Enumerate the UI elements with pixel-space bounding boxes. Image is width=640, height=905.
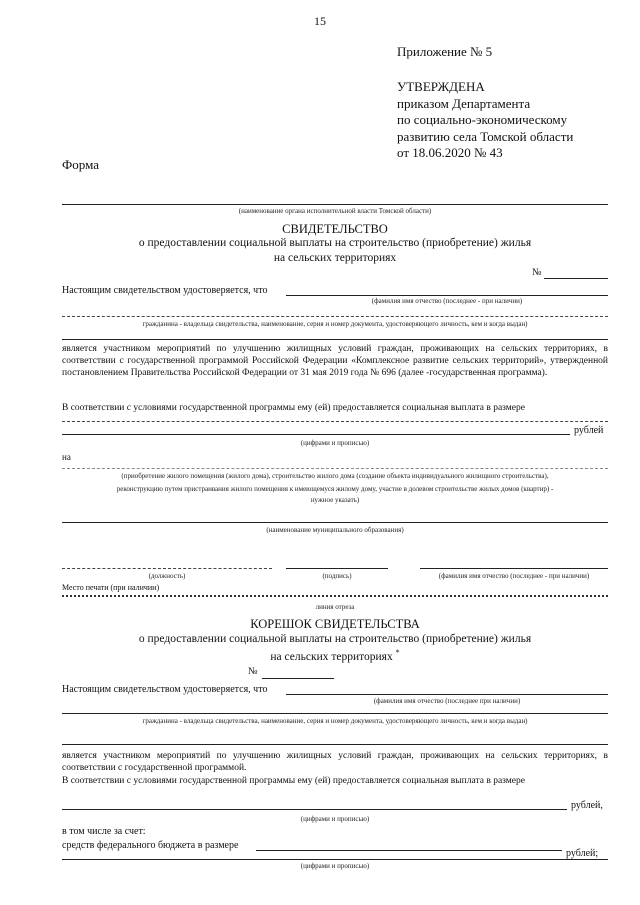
signature-field[interactable] [286,568,388,569]
stub-citizen-field-2[interactable] [62,744,608,745]
authority-caption: (наименование органа исполнительной власти Томской области) [238,207,432,215]
participant-paragraph: является участником мероприятий по улучшению жилищных условий граждан, проживающих на сельских территориях, в соответствии с государственной программой Российской Федерации «Комплексное развитие сельских территорий», утвержденной постановлением Правительства Российской Федерации от 31 мая 2019 года № 696 (далее -государственная программа). [62,344,608,378]
cut-line [62,595,608,597]
stub-certifies-text: Настоящим свидетельством удостоверяется, что [62,684,268,695]
certifies-text: Настоящим свидетельством удостоверяется, что [62,285,268,296]
federal-label: средств федерального бюджета в размере [62,840,239,851]
certificate-title: СВИДЕТЕЛЬСТВО [282,222,388,236]
rubles-label: рублей [574,425,604,436]
authority-line[interactable] [62,204,608,205]
number-label: № [532,267,542,278]
stamp-label: Место печати (при наличии) [62,583,160,592]
cut-line-label: линия отреза [315,603,355,611]
approved-line: по социально-экономическому [397,112,568,127]
stub-fio-caption: (фамилия имя отчество (последнее при наличии) [373,697,521,705]
citizen-caption: гражданина - владельца свидетельства, наименование, серия и номер документа, удостоверяющего личность, кем и когда выдан) [142,320,528,328]
figures-caption: (цифрами и прописью) [300,439,370,447]
approved-line: от 18.06.2020 № 43 [397,145,503,160]
stub-title: КОРЕШОК СВИДЕТЕЛЬСТВА [250,617,420,631]
stub-payment-field[interactable] [62,809,567,810]
position-field[interactable] [62,568,272,569]
stub-figures-caption-2: (цифрами и прописью) [300,862,370,870]
stub-rubles-label: рублей, [571,800,603,811]
signer-fio-caption: (фамилия имя отчество (последнее - при наличии) [438,572,590,580]
stub-figures-caption: (цифрами и прописью) [300,815,370,823]
purpose-caption: (приобретение жилого помещения (жилого дома), строительство жилого дома (создание объекта индивидуального жилищного строительства), [121,472,549,480]
form-label: Форма [62,157,99,172]
certificate-subtitle-2: на сельских территориях [273,252,397,264]
municipality-field[interactable] [62,522,608,523]
position-caption: (должность) [148,572,186,580]
citizen-field[interactable] [62,316,608,317]
stub-payment-text: В соответствии с условиями государственной программы ему (ей) предоставляется социальная выплата в размере [62,776,525,786]
stub-citizen-field[interactable] [62,713,608,714]
signature-caption: (подпись) [322,572,352,580]
stub-participant-paragraph: является участником мероприятий по улучшению жилищных условий граждан, проживающих на сельских территориях, в соответствии с государственной программой. [62,751,608,773]
number-field[interactable] [544,278,608,279]
stub-number-field[interactable] [262,678,334,679]
footnote-mark: * [395,648,400,657]
stub-subtitle-2 [62,648,608,663]
including-label: в том числе за счет: [62,826,146,837]
purpose-caption-3: нужное указать) [310,496,360,504]
approved-line: развитию села Томской области [397,128,574,144]
annex-label: Приложение № 5 [397,44,493,59]
fio-field[interactable] [286,295,608,296]
stub-rubles2-label: рублей; [566,848,599,859]
federal-amount-field-2[interactable] [62,859,608,860]
stub-fio-field[interactable] [286,694,608,695]
fio-caption: (фамилия имя отчество (последнее - при наличии) [371,297,523,305]
payment-field[interactable] [62,421,608,422]
approved-title: УТВЕРЖДЕНА [397,79,485,94]
stub-subtitle-2-text: на сельских территориях [270,650,393,663]
stub-number-label: № [248,666,258,677]
purpose-field[interactable] [62,468,608,469]
approved-line: приказом Департамента [397,95,531,111]
municipality-caption: (наименование муниципального образования) [266,526,404,534]
page-number: 15 [314,14,326,28]
on-label: на [62,452,71,462]
approval-block [397,79,573,162]
federal-amount-field[interactable] [256,850,562,851]
purpose-caption-2: реконструкцию путем пристраивания жилого помещения к имеющемуся жилому дому, участие в долевом строительстве жилых домов (квартир) - [116,485,554,493]
signer-fio-field[interactable] [420,568,608,569]
stub-subtitle: о предоставлении социальной выплаты на строительство (приобретение) жилья [138,633,532,645]
citizen-field-2[interactable] [62,339,608,340]
payment-field-2[interactable] [62,434,570,435]
certificate-subtitle: о предоставлении социальной выплаты на строительство (приобретение) жилья [138,237,532,249]
payment-text: В соответствии с условиями государственной программы ему (ей) предоставляется социальная выплата в размере [62,403,525,413]
stub-citizen-caption: гражданина - владельца свидетельства, наименование, серия и номер документа, удостоверяющего личность, кем и когда выдан) [142,717,528,725]
